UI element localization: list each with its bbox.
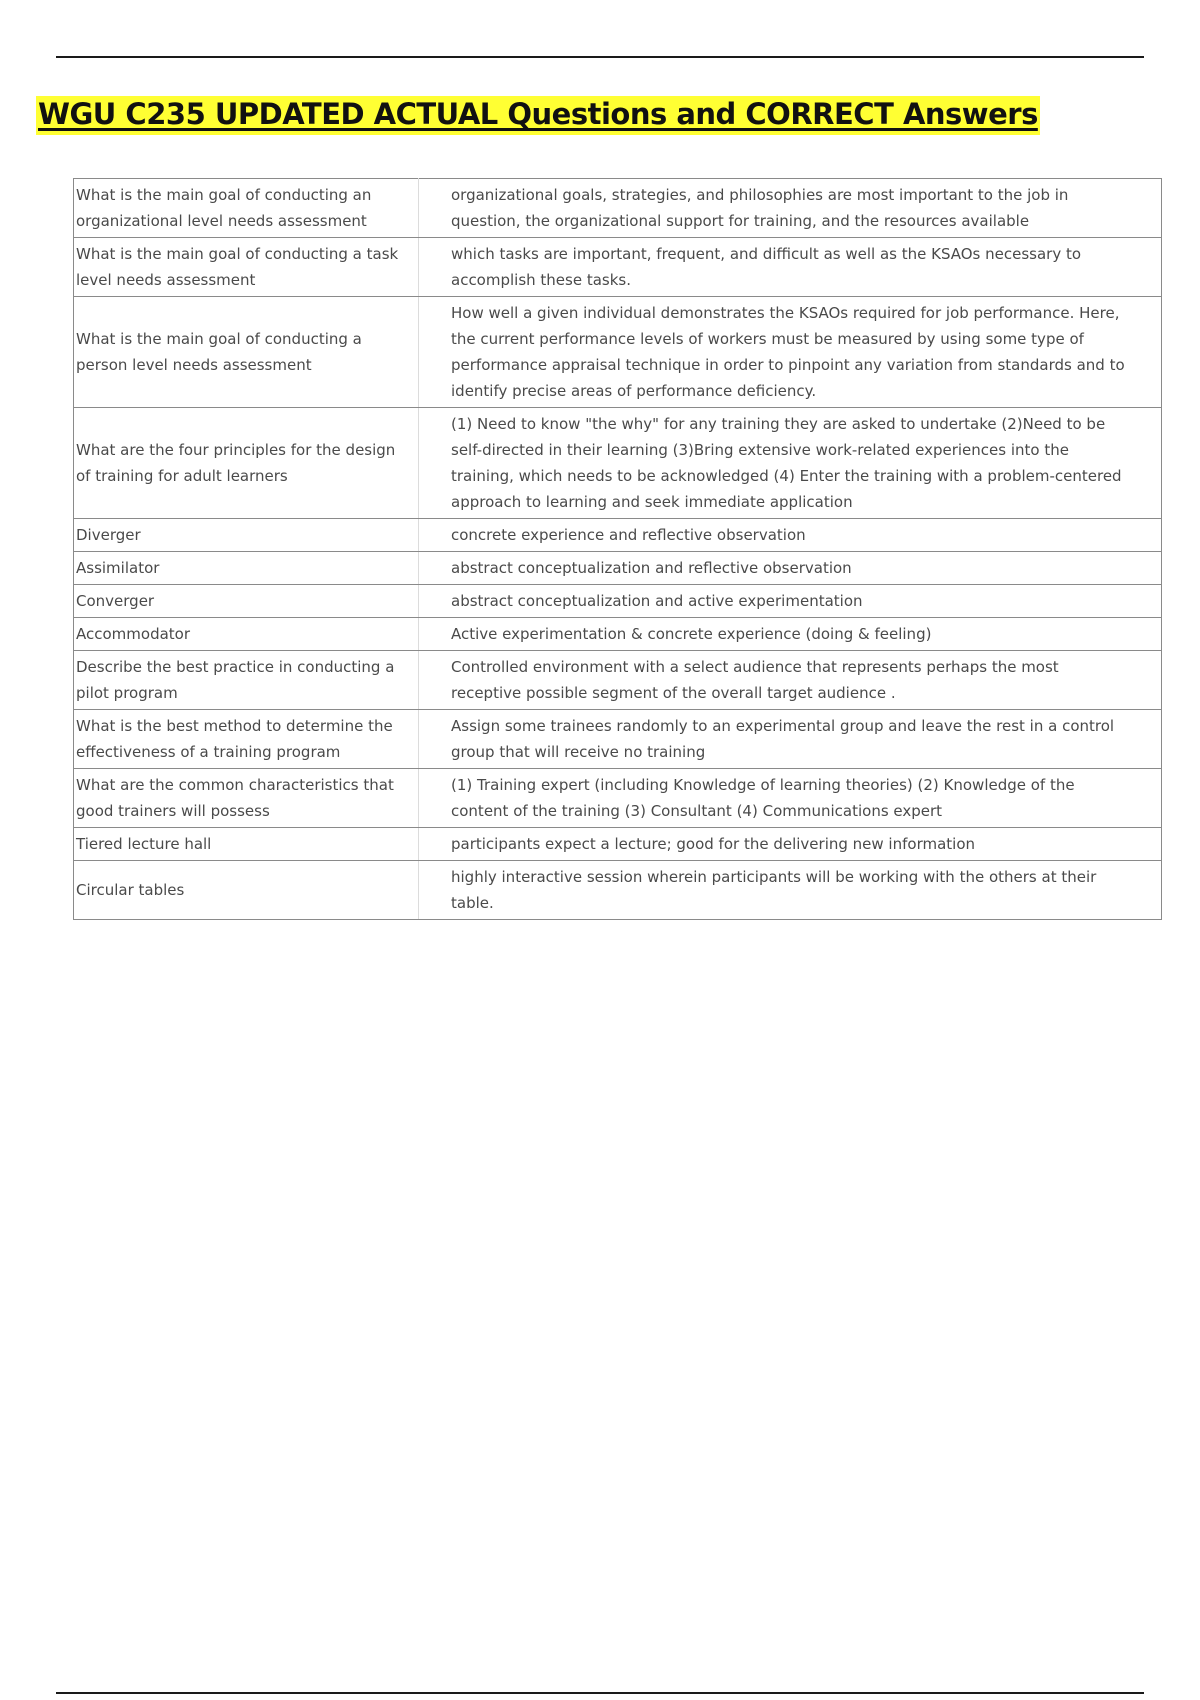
question-cell: What is the main goal of conducting a task level needs assessment xyxy=(74,238,419,297)
table-row xyxy=(74,552,1162,585)
table-row xyxy=(74,585,1162,618)
table-row xyxy=(74,861,1162,920)
footer-rule xyxy=(56,1692,1144,1694)
question-cell: Describe the best practice in conducting a pilot program xyxy=(74,651,419,710)
table-row xyxy=(74,238,1162,297)
title-block xyxy=(36,96,1040,135)
answer-cell: abstract conceptualization and active experimentation xyxy=(419,585,1162,618)
answer-cell: participants expect a lecture; good for the delivering new information xyxy=(419,828,1162,861)
question-cell: What is the best method to determine the effectiveness of a training program xyxy=(74,710,419,769)
qa-table xyxy=(73,178,1162,920)
question-cell: Assimilator xyxy=(74,552,419,585)
answer-cell: How well a given individual demonstrates the KSAOs required for job performance. Here, the current performance levels of workers must be measured by using some type of performance appraisal technique in order to pinpoint any variation from standards and to identify precise areas of performance deficiency. xyxy=(419,297,1162,408)
answer-cell: abstract conceptualization and reflective observation xyxy=(419,552,1162,585)
table-row xyxy=(74,710,1162,769)
question-cell: What is the main goal of conducting an organizational level needs assessment xyxy=(74,179,419,238)
table-row xyxy=(74,297,1162,408)
question-cell: What are the four principles for the design of training for adult learners xyxy=(74,408,419,519)
table-row xyxy=(74,828,1162,861)
table-row xyxy=(74,618,1162,651)
answer-cell: Controlled environment with a select audience that represents perhaps the most receptive possible segment of the overall target audience . xyxy=(419,651,1162,710)
answer-cell: (1) Training expert (including Knowledge of learning theories) (2) Knowledge of the content of the training (3) Consultant (4) Communications expert xyxy=(419,769,1162,828)
answer-cell: which tasks are important, frequent, and difficult as well as the KSAOs necessary to accomplish these tasks. xyxy=(419,238,1162,297)
answer-cell: organizational goals, strategies, and philosophies are most important to the job in question, the organizational support for training, and the resources available xyxy=(419,179,1162,238)
answer-cell: Active experimentation & concrete experience (doing & feeling) xyxy=(419,618,1162,651)
table-row xyxy=(74,179,1162,238)
table-row xyxy=(74,519,1162,552)
answer-cell: (1) Need to know "the why" for any training they are asked to undertake (2)Need to be self-directed in their learning (3)Bring extensive work-related experiences into the training, which needs to be acknowledged (4) Enter the training with a problem-centered approach to learning and seek immediate application xyxy=(419,408,1162,519)
document-title: WGU C235 UPDATED ACTUAL Questions and CORRECT Answers xyxy=(36,96,1040,135)
question-cell: Tiered lecture hall xyxy=(74,828,419,861)
table-row xyxy=(74,769,1162,828)
header-rule xyxy=(56,56,1144,58)
question-cell: Converger xyxy=(74,585,419,618)
answer-cell: Assign some trainees randomly to an experimental group and leave the rest in a control group that will receive no training xyxy=(419,710,1162,769)
table-row xyxy=(74,651,1162,710)
question-cell: Accommodator xyxy=(74,618,419,651)
question-cell: Diverger xyxy=(74,519,419,552)
question-cell: What is the main goal of conducting a person level needs assessment xyxy=(74,297,419,408)
question-cell: Circular tables xyxy=(74,861,419,920)
answer-cell: concrete experience and reflective observation xyxy=(419,519,1162,552)
table-row xyxy=(74,408,1162,519)
answer-cell: highly interactive session wherein participants will be working with the others at their table. xyxy=(419,861,1162,920)
question-cell: What are the common characteristics that good trainers will possess xyxy=(74,769,419,828)
